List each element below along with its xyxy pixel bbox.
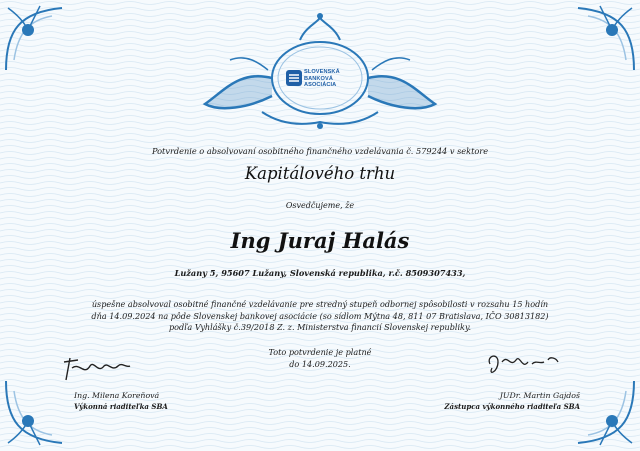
validity-line-2: do 14.09.2025. xyxy=(289,358,351,369)
sba-logo-icon xyxy=(286,70,302,86)
body-line-2: dňa 14.09.2024 na pôde Slovenskej bankovej asociácie (so sídlom Mýtna 48, 811 07 Bratislava, IČO 30813182) xyxy=(91,310,549,321)
certificate-sector: Kapitálového trhu xyxy=(244,164,396,183)
certificate-body xyxy=(0,299,640,334)
signatory-right xyxy=(444,391,580,412)
logo-line-3: ASOCIÁCIA xyxy=(304,82,337,89)
certify-label: Osvedčujeme, že xyxy=(285,201,355,210)
sba-logo xyxy=(284,64,356,94)
signatory-left-role: Výkonná riaditeľka SBA xyxy=(74,401,168,411)
logo-line-1: SLOVENSKÁ xyxy=(304,69,340,75)
recipient-name: Ing Juraj Halás xyxy=(230,228,410,253)
logo-line-2: BANKOVÁ xyxy=(304,75,333,82)
body-line-3: podľa Vyhlášky č.39/2018 Z. z. Ministerstva financií Slovenskej republiky. xyxy=(168,322,472,332)
signatory-right-role: Zástupca výkonného riaditeľa SBA xyxy=(444,401,580,411)
sba-logo-text xyxy=(304,69,360,89)
body-line-1: úspešne absolvoval osobitné finančné vzdelávanie pre stredný stupeň odbornej spôsobilosti v rozsahu 15 hodín xyxy=(91,299,549,309)
signature-left xyxy=(62,354,132,384)
signatory-left-name: Ing. Milena Koreňová xyxy=(74,391,160,400)
signatory-left xyxy=(74,391,168,412)
recipient-address: Lužany 5, 95607 Lužany, Slovenská republika, r.č. 8509307433, xyxy=(174,268,466,278)
signature-right xyxy=(484,350,564,380)
validity-line-1: Toto potvrdenie je platné xyxy=(268,347,372,357)
certificate-intro: Potvrdenie o absolvovaní osobitného finančného vzdelávania č. 579244 v sektore xyxy=(151,146,489,156)
signatory-right-name: JUDr. Martin Gajdoš xyxy=(499,391,580,400)
